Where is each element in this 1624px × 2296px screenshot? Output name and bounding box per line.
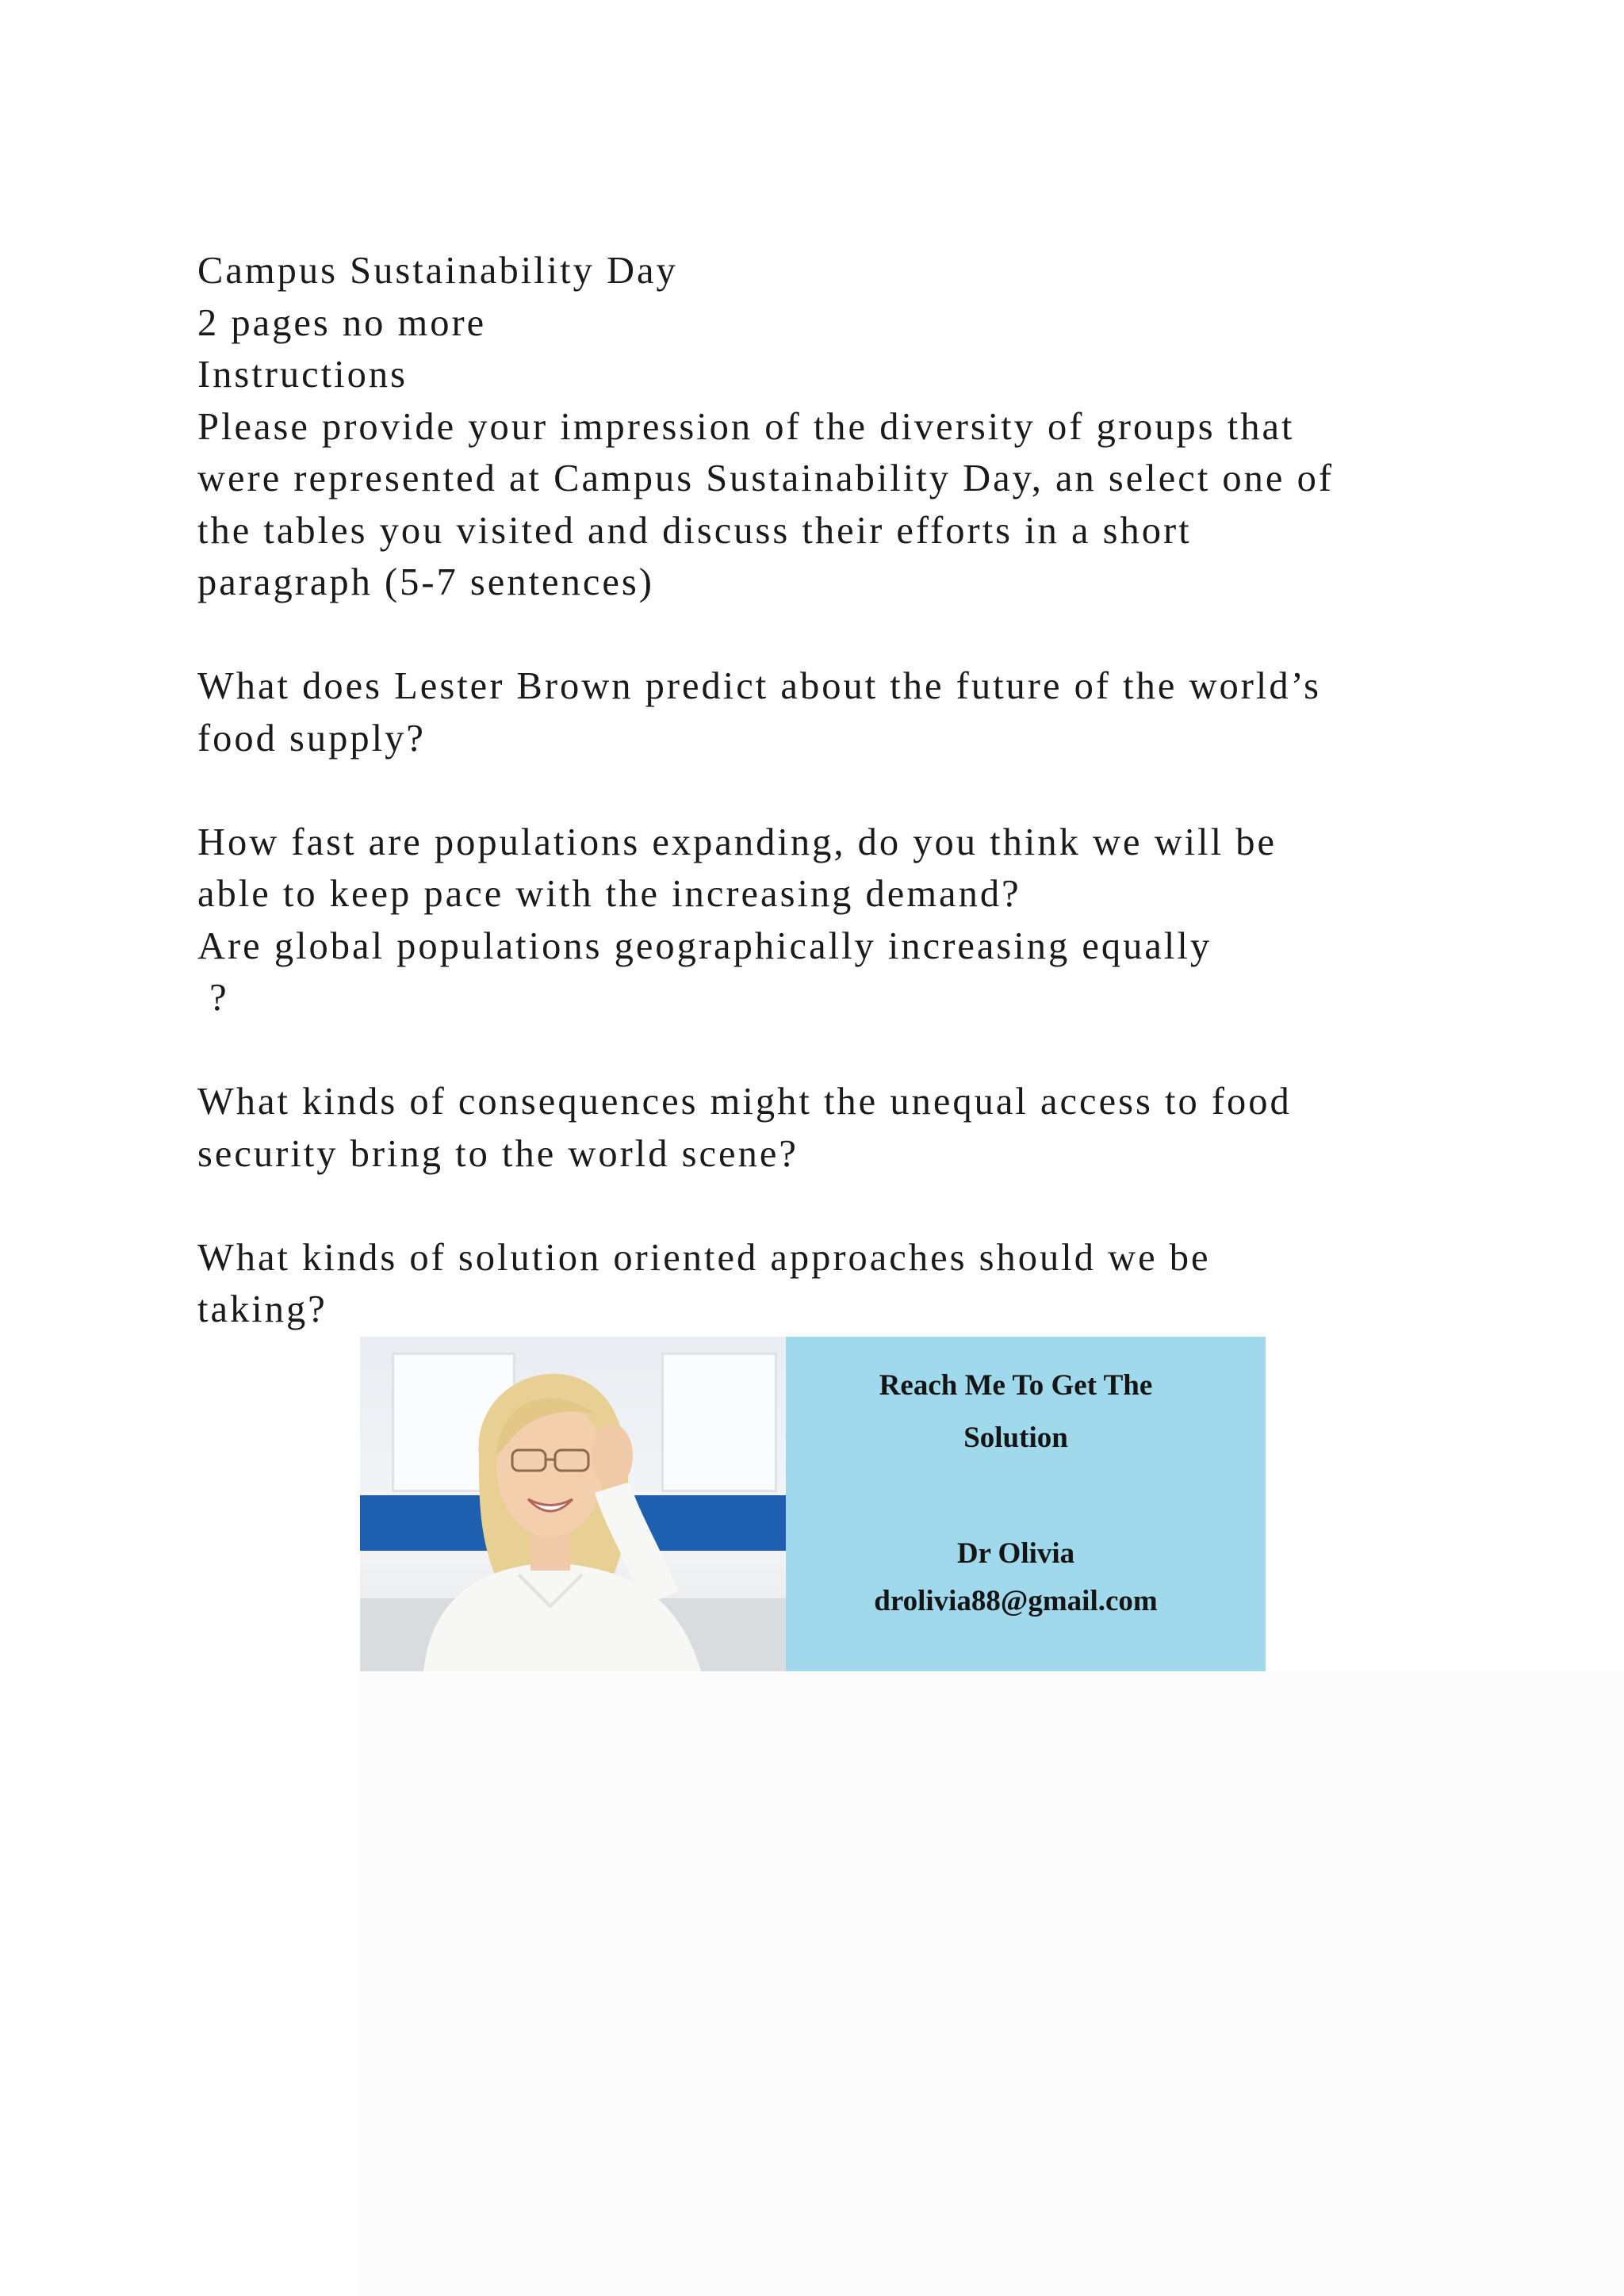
woman-photo bbox=[360, 1337, 786, 1671]
question-line: What kinds of solution oriented approaches should we be bbox=[197, 1236, 1211, 1279]
question-line: taking? bbox=[197, 1288, 327, 1330]
blank-line bbox=[197, 1024, 1434, 1077]
question-line: ? bbox=[197, 977, 229, 1019]
paragraph-line: paragraph (5-7 sentences) bbox=[197, 561, 654, 603]
paragraph-line: Please provide your impression of the diversity of groups that bbox=[197, 405, 1295, 448]
question-line: able to keep pace with the increasing demand? bbox=[197, 873, 1021, 915]
question-line: How fast are populations expanding, do you think we will be bbox=[197, 821, 1277, 863]
question-line: Are global populations geographically increasing equally bbox=[197, 924, 1212, 967]
banner-heading-line1: Reach Me To Get The bbox=[879, 1369, 1153, 1402]
paragraph-line: the tables you visited and discuss their efforts in a short bbox=[197, 509, 1192, 552]
woman-figure bbox=[360, 1337, 786, 1671]
blank-line bbox=[197, 1180, 1434, 1232]
contact-banner bbox=[360, 1337, 1266, 1671]
instructions-heading: Instructions bbox=[197, 354, 408, 396]
paragraph-line: were represented at Campus Sustainability Day, an select one of bbox=[197, 457, 1334, 499]
question-line: security bring to the world scene? bbox=[197, 1132, 799, 1175]
contact-panel bbox=[786, 1337, 1266, 1671]
question-line: food supply? bbox=[197, 717, 426, 760]
page-limit-line: 2 pages no more bbox=[197, 301, 487, 344]
blank-image-area bbox=[360, 1671, 1624, 2296]
contact-email: drolivia88@gmail.com bbox=[874, 1585, 1158, 1617]
question-line: What does Lester Brown predict about the future of the world’s bbox=[197, 665, 1321, 707]
question-line: What kinds of consequences might the unequal access to food bbox=[197, 1081, 1292, 1123]
banner-heading-line2: Solution bbox=[963, 1422, 1068, 1454]
contact-name: Dr Olivia bbox=[956, 1537, 1075, 1570]
document-body bbox=[197, 245, 1434, 1336]
blank-line bbox=[197, 609, 1434, 661]
document-title: Campus Sustainability Day bbox=[197, 250, 678, 292]
blank-line bbox=[197, 764, 1434, 817]
